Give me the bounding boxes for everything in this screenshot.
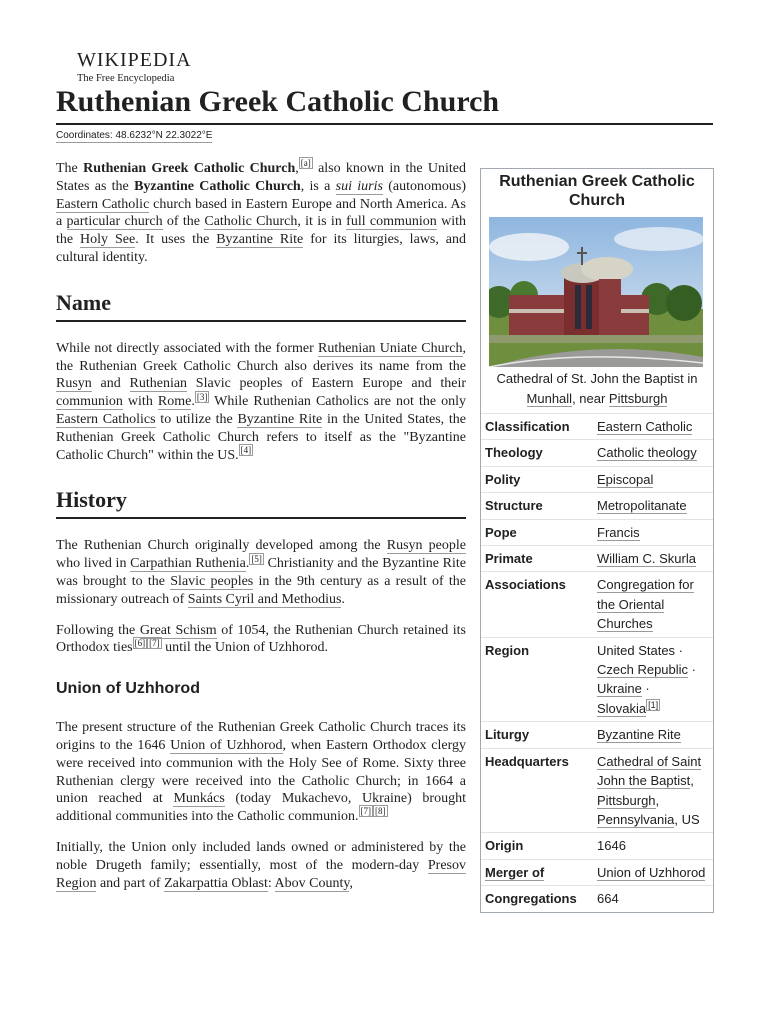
infobox-row-structure: [481, 492, 713, 518]
list-separator: ·: [691, 662, 697, 678]
row-label: Polity: [485, 471, 521, 487]
section-heading-history: History: [56, 487, 127, 513]
logo-wordmark: WIKIPEDIA: [77, 49, 192, 71]
link-munhall[interactable]: Munhall: [526, 391, 573, 406]
history-paragraph-2: Following the Great Schism of 1054, the Ruthenian Church retained its Orthodox ties [6] [7] until the Union of Uzhhorod.: [56, 622, 466, 656]
section-heading-name: Name: [56, 289, 111, 315]
link-ruthenian-uniate-church[interactable]: Ruthenian Uniate Church: [317, 340, 463, 356]
infobox-title: Ruthenian Greek Catholic Church: [499, 173, 695, 209]
name-paragraph: While not directly associated with the former Ruthenian Uniate Church, the Ruthenian Greek Catholic Church also derives its name from the Rusyn and Ruthenian Slavic peoples of Eastern Europe and their communion with Rome. [3] While Ruthenian Catholics are not the only Eastern Catholics to utilize the Byzantine Rite in the United States, the Ruthenian Greek Catholic Church refers to itself as the "Byzantine Catholic Church" within the US. [4]: [56, 340, 466, 463]
link-pittsburgh[interactable]: Pittsburgh: [608, 391, 668, 406]
row-label: Headquarters: [485, 753, 569, 769]
link-carpathian-ruthenia[interactable]: Carpathian Ruthenia: [130, 556, 246, 572]
origin-value: 1646: [597, 838, 626, 854]
link-eastern-catholics[interactable]: Eastern Catholics: [56, 411, 156, 427]
footnote-4[interactable]: [4]: [240, 444, 252, 455]
link-primate[interactable]: William C. Skurla: [597, 551, 696, 567]
infobox-row-merger: [481, 859, 713, 885]
congregations-value: 664: [597, 891, 619, 907]
link-cathedral[interactable]: Cathedral of Saint John the Baptist: [597, 753, 702, 789]
section-heading-union: Union of Uzhhorod: [56, 680, 200, 698]
union-paragraph-2: Initially, the Union only included lands owned or administered by the noble Drugeth family; essentially, most of the modern-day Presov Region and part of Zakarpattia Oblast: Abov County,: [56, 839, 466, 891]
link-great-schism[interactable]: Great Schism: [139, 622, 217, 638]
cathedral-photo-illustration: [489, 217, 703, 367]
cathedral-photo[interactable]: [489, 217, 703, 367]
link-merger-label[interactable]: Merger of: [485, 864, 545, 880]
footnote-3[interactable]: [3]: [196, 391, 208, 402]
row-label: Classification: [485, 419, 570, 434]
footnote-1[interactable]: [1]: [648, 699, 659, 710]
link-catholic-church[interactable]: Catholic Church: [204, 214, 298, 230]
row-label: Primate: [485, 551, 533, 567]
page-title: Ruthenian Greek Catholic Church: [56, 85, 500, 118]
intro-paragraph: The Ruthenian Greek Catholic Church, [a] also known in the United States as the Byzantine Catholic Church, is a sui iuris (autonomous) Eastern Catholic church based in Eastern Europe and North America. As a particular church of the Catholic Church, it is in full communion with the Holy See. It uses the Byzantine Rite for its liturgies, laws, and cultural identity.: [56, 158, 467, 265]
link-liturgy[interactable]: Byzantine Rite: [597, 727, 681, 743]
footnote-7[interactable]: [7]: [149, 637, 160, 648]
link-eastern-catholic[interactable]: Eastern Catholic: [56, 196, 150, 212]
link-pennsylvania[interactable]: Pennsylvania: [597, 811, 675, 827]
coordinates[interactable]: [56, 129, 212, 143]
link-communion[interactable]: communion: [56, 394, 123, 410]
link-byzantine-rite[interactable]: Byzantine Rite: [216, 232, 304, 248]
title-divider: [56, 123, 713, 125]
infobox-row-classification: [481, 413, 713, 439]
infobox-caption: Cathedral of St. John the Baptist in Munhall, near Pittsburgh: [496, 371, 698, 406]
row-label: Theology: [485, 445, 543, 461]
link-full-communion[interactable]: full communion: [346, 214, 437, 230]
link-merger[interactable]: Union of Uzhhorod: [597, 864, 706, 880]
link-hq-pittsburgh[interactable]: Pittsburgh: [597, 792, 656, 808]
infobox: [480, 168, 714, 913]
list-separator: ·: [645, 681, 650, 697]
link-ruthenian[interactable]: Ruthenian: [129, 376, 188, 392]
link-sui-iuris[interactable]: sui iuris: [335, 178, 383, 194]
row-label: Origin: [485, 838, 524, 854]
history-paragraph-1: The Ruthenian Church originally developed among the Rusyn people who lived in Carpathian Ruthenia. [5] Christianity and the Byzantine Rite was brought to the Slavic peoples in the 9th century as a result of the missionary outreach of Saints Cyril and Methodius.: [56, 538, 467, 607]
region-us: United States: [597, 642, 676, 658]
coordinates-label: Coordinates:: [56, 130, 113, 141]
bold-alt-name: Byzantine Catholic Church: [134, 178, 301, 194]
link-pope[interactable]: Francis: [597, 524, 640, 540]
infobox-row-congregations: [481, 885, 713, 911]
row-label: Associations: [485, 577, 566, 593]
infobox-row-origin: [481, 832, 713, 858]
bold-title: Ruthenian Greek Catholic Church: [83, 161, 296, 176]
infobox-row-associations: [481, 571, 713, 636]
footnote-8[interactable]: [8]: [375, 806, 386, 817]
link-slovakia[interactable]: Slovakia: [597, 700, 647, 716]
row-label: Congregations: [485, 891, 577, 907]
row-label: Liturgy: [485, 727, 530, 743]
infobox-row-headquarters: Headquarters Cathedral of Saint John the Baptist, Pittsburgh, Pennsylvania, US: [481, 748, 713, 833]
link-polity[interactable]: Episcopal: [597, 471, 654, 487]
link-saints-cyril-methodius[interactable]: Saints Cyril and Methodius: [187, 591, 342, 607]
link-rusyn-people[interactable]: Rusyn people: [386, 538, 467, 554]
union-paragraph-1: The present structure of the Ruthenian Greek Catholic Church traces its origins to the 1646 Union of Uzhhorod, when Eastern Orthodox clergy were received into communion with the Holy See of Rome. Sixty three Ruthenian clergy were received into the Catholic Church; in 1664 a union reached at Munkács (today Mukachevo, Ukraine) brought additional communities into the Catholic communion. [7] [8]: [56, 720, 466, 825]
link-union-of-uzhhorod[interactable]: Union of Uzhhorod: [170, 737, 283, 753]
infobox-row-theology: [481, 439, 713, 465]
infobox-row-polity: [481, 466, 713, 492]
link-rusyn[interactable]: Rusyn: [56, 376, 92, 392]
infobox-row-pope: [481, 519, 713, 545]
footnote-a[interactable]: [a]: [300, 158, 311, 169]
article-body: [56, 160, 466, 905]
link-theology[interactable]: Catholic theology: [597, 445, 697, 461]
infobox-row-primate: [481, 545, 713, 571]
section-divider: [56, 320, 466, 322]
link-munkacs[interactable]: Munkács: [173, 791, 225, 807]
link-slavic-peoples[interactable]: Slavic peoples: [170, 573, 254, 589]
link-associations[interactable]: Congregation for the Oriental Churches: [597, 577, 694, 632]
link-classification[interactable]: Eastern Catholic: [597, 419, 693, 434]
link-particular-church[interactable]: particular church: [66, 214, 163, 230]
link-byzantine-rite-2[interactable]: Byzantine Rite: [237, 411, 323, 427]
coordinates-value[interactable]: 48.6232°N 22.3022°E: [115, 130, 213, 141]
list-separator: ·: [678, 642, 684, 658]
link-abov-county[interactable]: Abov County: [274, 875, 350, 891]
footnote-5[interactable]: [5]: [251, 553, 262, 564]
logo-tagline: The Free Encyclopedia: [77, 73, 175, 84]
hq-country: US: [681, 811, 700, 827]
row-label: Pope: [485, 524, 517, 540]
link-ukraine[interactable]: Ukraine: [597, 681, 642, 697]
link-structure[interactable]: Metropolitanate: [597, 498, 687, 514]
section-divider: [56, 517, 466, 519]
wikipedia-logo[interactable]: [77, 50, 192, 85]
link-czech-republic[interactable]: Czech Republic: [597, 662, 689, 678]
link-presov-region[interactable]: Presov Region: [56, 857, 466, 891]
footnote-7b[interactable]: [7]: [360, 806, 372, 817]
footnote-6[interactable]: [6]: [134, 637, 146, 648]
row-label: Structure: [485, 498, 543, 514]
link-rome[interactable]: Rome: [157, 394, 192, 410]
row-label: Region: [485, 642, 530, 658]
infobox-row-region: [481, 637, 713, 722]
link-zakarpattia-oblast[interactable]: Zakarpattia Oblast: [164, 875, 268, 891]
infobox-row-liturgy: [481, 721, 713, 747]
link-holy-see[interactable]: Holy See: [80, 232, 136, 248]
